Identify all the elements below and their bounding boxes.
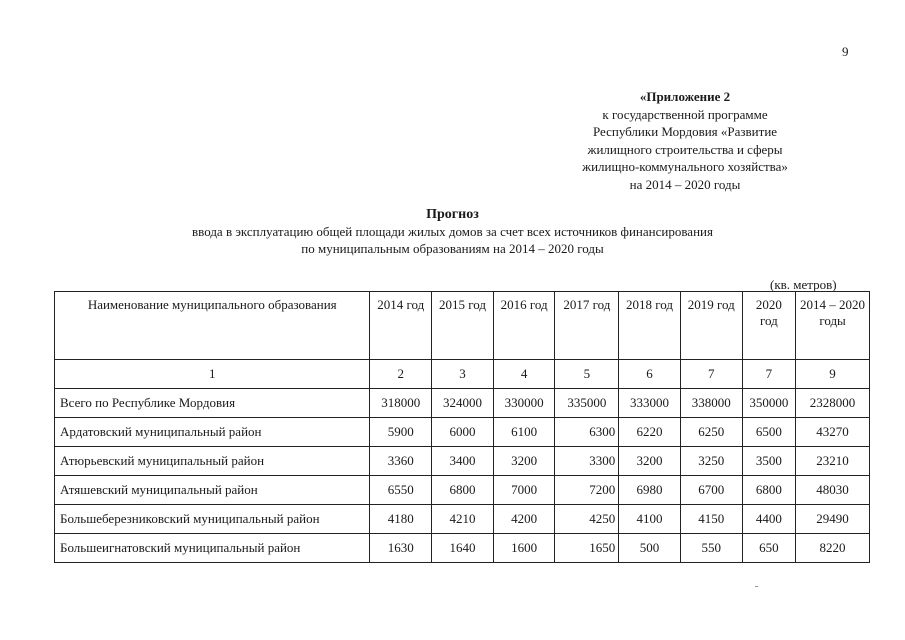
table-cell: 3250 [680,447,742,476]
table-row [55,418,870,447]
table-cell: 4210 [432,505,494,534]
appendix-header [525,88,845,193]
table-cell: 1640 [432,534,494,563]
appendix-line: к государственной программе [602,106,768,122]
table-cell: 2328000 [796,389,870,418]
row-name: Большеигнатовский муниципальный район [55,534,370,563]
table-cell: 1600 [493,534,555,563]
table-cell: 7200 [555,476,619,505]
column-header: 2020 год [742,292,796,360]
row-name: Ардатовский муниципальный район [55,418,370,447]
column-number: 5 [555,360,619,389]
row-name: Всего по Республике Мордовия [55,389,370,418]
table-header-row [55,292,870,360]
column-number: 6 [619,360,681,389]
table-cell: 6550 [370,476,432,505]
table-cell: 338000 [680,389,742,418]
table-row [55,447,870,476]
column-header: 2016 год [493,292,555,360]
column-number: 2 [370,360,432,389]
appendix-line: на 2014 – 2020 годы [629,176,741,192]
row-name: Атяшевский муниципальный район [55,476,370,505]
table-cell: 500 [619,534,681,563]
table-cell: 6980 [619,476,681,505]
table-cell: 6500 [742,418,796,447]
table-cell: 3400 [432,447,494,476]
table-cell: 6800 [742,476,796,505]
table-cell: 1650 [555,534,619,563]
column-header: 2014 год [370,292,432,360]
table-cell: 324000 [432,389,494,418]
row-name: Большеберезниковский муниципальный район [55,505,370,534]
table-cell: 5900 [370,418,432,447]
document-heading [0,206,905,257]
column-number: 1 [55,360,370,389]
table-cell: 48030 [796,476,870,505]
table-cell: 4180 [370,505,432,534]
heading-line-2: по муниципальным образованиям на 2014 – 2020 годы [301,241,604,256]
table-cell: 4400 [742,505,796,534]
table-cell: 350000 [742,389,796,418]
table-cell: 1630 [370,534,432,563]
column-number: 3 [432,360,494,389]
table-cell: 550 [680,534,742,563]
table-cell: 335000 [555,389,619,418]
table-cell: 3200 [619,447,681,476]
column-header: 2019 год [680,292,742,360]
appendix-line: жилищно-коммунального хозяйства» [582,159,788,174]
table-cell: 6000 [432,418,494,447]
table-cell: 6100 [493,418,555,447]
appendix-line: жилищного строительства и сферы [587,141,783,157]
table-cell: 43270 [796,418,870,447]
table-cell: 4150 [680,505,742,534]
table-row [55,389,870,418]
appendix-line: Республики Мордовия «Развитие [592,124,778,139]
column-header: 2015 год [432,292,494,360]
table-cell: 6220 [619,418,681,447]
table-cell: 3360 [370,447,432,476]
column-header: Наименование муниципального образования [55,292,370,360]
page-number: 9 [842,44,849,59]
units-label: (кв. метров) [770,277,837,292]
table-cell: 330000 [493,389,555,418]
appendix-title: «Приложение 2 [639,89,731,104]
column-number: 9 [796,360,870,389]
table-row [55,476,870,505]
table-row [55,534,870,563]
table-cell: 6300 [555,418,619,447]
column-number: 7 [742,360,796,389]
heading-line-1: ввода в эксплуатацию общей площади жилых домов за счет всех источников финансирования [192,224,713,239]
column-number: 7 [680,360,742,389]
table-cell: 29490 [796,505,870,534]
table-cell: 4250 [555,505,619,534]
table-cell: 3300 [555,447,619,476]
table-cell: 333000 [619,389,681,418]
table-cell: 6700 [680,476,742,505]
table-row [55,505,870,534]
table-cell: 4200 [493,505,555,534]
row-name: Атюрьевский муниципальный район [55,447,370,476]
forecast-table [54,291,870,563]
table-cell: 318000 [370,389,432,418]
heading-title: Прогноз [426,207,479,222]
table-cell: 6800 [432,476,494,505]
table-cell: 6250 [680,418,742,447]
table-cell: 4100 [619,505,681,534]
table-cell: 8220 [796,534,870,563]
column-header: 2014 – 2020 годы [796,292,870,360]
column-header: 2018 год [619,292,681,360]
scan-artifact [755,586,758,587]
column-number: 4 [493,360,555,389]
column-header: 2017 год [555,292,619,360]
table-cell: 23210 [796,447,870,476]
table-cell: 650 [742,534,796,563]
table-cell: 3200 [493,447,555,476]
column-number-row [55,360,870,389]
table-cell: 7000 [493,476,555,505]
table-cell: 3500 [742,447,796,476]
